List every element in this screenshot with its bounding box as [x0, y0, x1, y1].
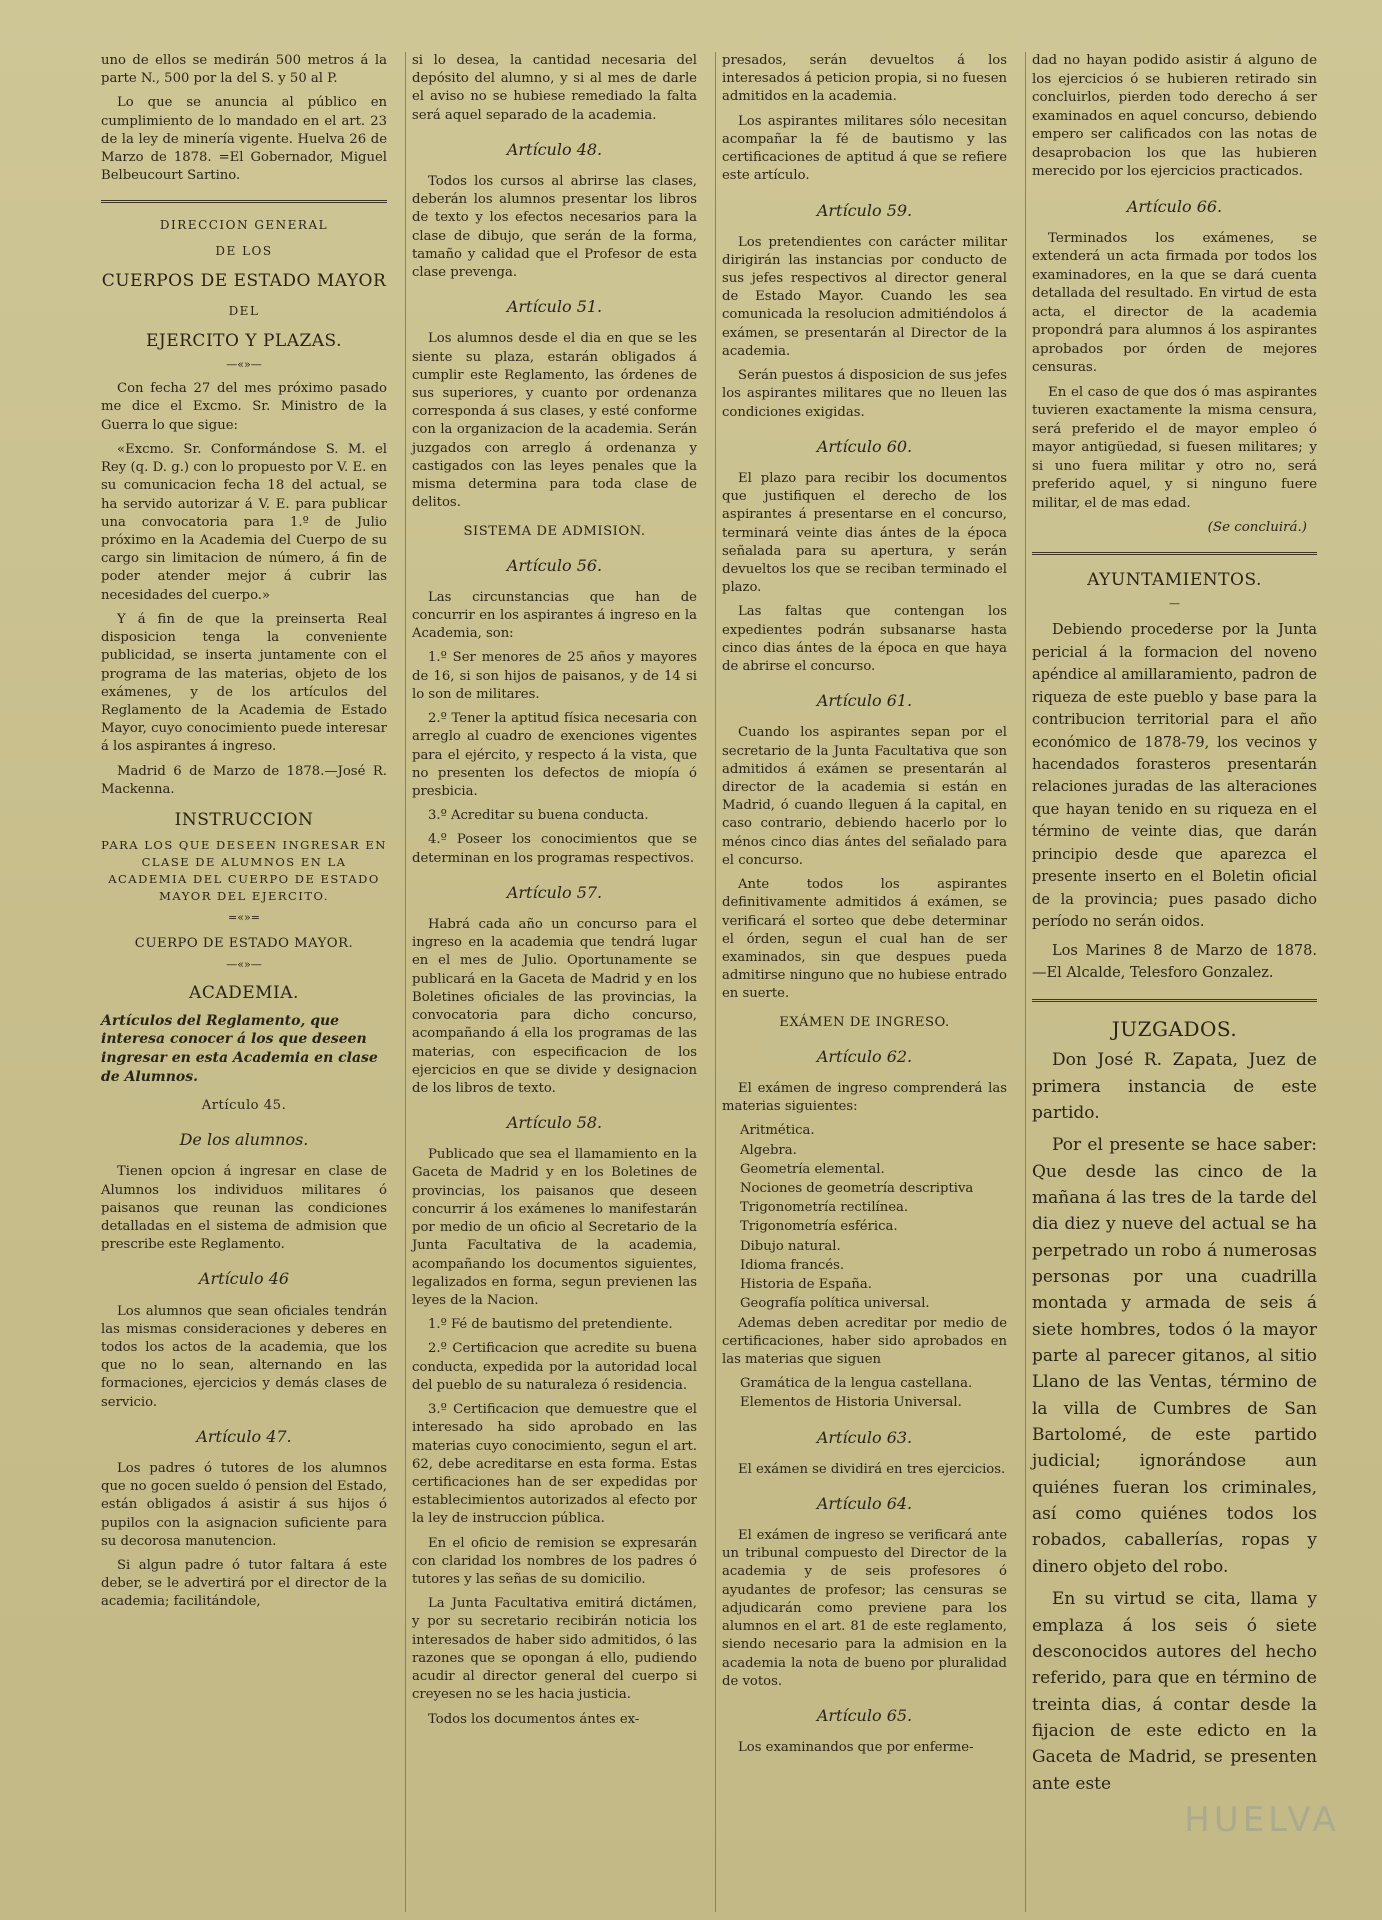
ornament: =«»= — [228, 910, 260, 924]
paragraph: Los alumnos que sean oficiales tendrán las mismas consideraciones y deberes en todos los actos de la academia, que los que no lo sean, alternando en las formaciones, ejercicios y demás clases de servicio. — [101, 1303, 387, 1410]
paragraph: Ante todos los aspirantes definitivamente admitidos á exámen, se verificará el sorteo que debe determinar el órden, segun el cual han de ser examinados, sin que despues pueda admitirse ninguno que no hubiese entrado en suerte. — [722, 877, 1007, 1002]
paragraph: Los Marines 8 de Marzo de 1878. —El Alcalde, Telesforo Gonzalez. — [1032, 942, 1317, 982]
column-1 — [95, 52, 393, 1912]
divider — [1032, 999, 1317, 1002]
continuation-note: (Se concluirá.) — [1207, 520, 1307, 536]
paragraph: En el oficio de remision se expresarán con claridad los nombres de los padres ó tutores y las señas de su domicilio. — [412, 1535, 697, 1588]
section-heading: CUERPOS DE ESTADO MAYOR — [101, 270, 387, 291]
paragraph: Los examinandos que por enferme- — [738, 1740, 974, 1756]
section-heading: INSTRUCCION — [174, 810, 314, 831]
section-heading: CUERPO DE ESTADO MAYOR. — [134, 935, 354, 951]
article-heading: Artículo 66. — [1126, 196, 1223, 216]
paragraph: Madrid 6 de Marzo de 1878.—José R. Mackenna. — [101, 763, 387, 797]
article-heading: Artículo 51. — [506, 297, 603, 317]
article-heading: Artículo 47. — [196, 1426, 292, 1446]
list-item: 2.º Tener la aptitud física necesaria con arreglo al cuadro de exenciones vigentes para el ejército, y respecto á la vista, que no presenten los defectos de miopía ó presbicia. — [412, 711, 697, 800]
list-item: 2.º Certificacion que acredite su buena conducta, expedida por la autoridad local del pueblo de su naturaleza ó residencia. — [412, 1341, 697, 1393]
section-heading: EXÁMEN DE INGRESO. — [779, 1014, 950, 1030]
paragraph: si lo desea, la cantidad necesaria del depósito del alumno, y si al mes de darle el aviso no se hubiese remediado la falta será aquel separado de la academia. — [412, 53, 697, 123]
paragraph: La Junta Facultativa emitirá dictámen, y por su secretario recibirán noticia los interesados de haber sido admitidos, ó las razones que se opongan á ello, pudiendo acudir al director general del cuerpo si creyesen no se les hacia justicia. — [412, 1596, 697, 1703]
article-heading: Artículo 57. — [506, 882, 603, 902]
list-item: Gramática de la lengua castellana. — [740, 1376, 973, 1392]
section-heading: DEL — [228, 304, 260, 319]
article-heading: Artículo 59. — [816, 200, 913, 220]
section-subheading: PARA LOS QUE DESEEN INGRESAR EN CLASE DE ALUMNOS EN LA ACADEMIA DEL CUERPO DE ESTADO MAYOR DEL EJERCITO. — [101, 837, 387, 904]
paragraph: Todos los cursos al abrirse las clases, deberán los alumnos presentar los libros de texto y los efectos necesarios para la clase de dibujo, que serán de la forma, tamaño y calidad que el Profesor de esta clase prevenga. — [412, 173, 697, 281]
list-item: Geometría elemental. — [740, 1161, 885, 1177]
section-heading: JUZGADOS. — [1111, 1016, 1238, 1041]
list-item: Aritmética. — [740, 1123, 815, 1139]
article-heading: Artículo 65. — [816, 1706, 913, 1725]
ornament: — — [1169, 597, 1180, 611]
section-heading: EJERCITO Y PLAZAS. — [146, 330, 342, 351]
paragraph: uno de ellos se medirán 500 metros á la parte N., 500 por la del S. y 50 al P. — [101, 53, 387, 87]
list-item: Trigonometría esférica. — [740, 1219, 898, 1235]
italic-title: Artículos del Reglamento, que interesa conocer á los que deseen ingresar en esta Academia en clase de Alumnos. — [101, 1012, 378, 1086]
column-3 — [715, 52, 1013, 1912]
ornament: —«»— — [226, 957, 262, 971]
paragraph: El exámen de ingreso comprenderá las materias siguientes: — [722, 1080, 1007, 1115]
section-heading: SISTEMA DE ADMISION. — [463, 523, 646, 539]
subject-list — [722, 1122, 1007, 1313]
article-heading: Artículo 58. — [506, 1113, 603, 1133]
paragraph: dad no hayan podido asistir á alguno de los ejercicios ó se hubieren retirado sin concluirlos, pierden todo derecho á ser examinados en aquel concurso, debiendo empero ser calificados con las notas de desaprobacion los que las hubieren merecido por los ejercicios practicados. — [1032, 53, 1317, 179]
list-item: Nociones de geometría descriptiva — [740, 1181, 974, 1197]
paragraph: Publicado que sea el llamamiento en la Gaceta de Madrid y en los Boletines de provincias, los paisanos que deseen concurrir á los exámenes lo manifestarán por medio de un oficio al Secretario de la Junta Facultativa de la academia, acompañando los documentos siguientes, legalizados en forma, segun previenen las leyes de la Nacion. — [412, 1147, 697, 1308]
list-item: 3.º Certificacion que demuestre que el interesado ha sido aprobado en las materias cuyo conocimiento, segun el art. 62, debe acreditarse en esta forma. Estas certificaciones han de ser expedidas por establecimientos autorizados al efecto por la ley de instruccion pública. — [412, 1402, 697, 1527]
article-heading: De los alumnos. — [179, 1130, 309, 1150]
article-heading: Artículo 45. — [201, 1098, 287, 1114]
ayuntamientos-notice — [1032, 619, 1317, 985]
paragraph: Con fecha 27 del mes próximo pasado me dice el Excmo. Sr. Ministro de la Guerra lo que sigue: — [101, 381, 387, 433]
list-item: Idioma francés. — [740, 1257, 845, 1273]
list-item: Trigonometría rectilínea. — [740, 1200, 909, 1216]
paragraph: El exámen de ingreso se verificará ante un tribunal compuesto del Director de la academia y de seis profesores ó ayudantes de profesor; las censuras se adjudicarán como previene para los alumnos en el art. 81 de este reglamento, siendo necesario para la admision en la academia la nota de bueno por pluralidad de votos. — [722, 1528, 1007, 1689]
article-heading: Artículo 64. — [816, 1493, 913, 1513]
ornament: —«»— — [226, 358, 262, 372]
divider — [1032, 552, 1317, 555]
list-item: Algebra. — [740, 1142, 797, 1158]
article-heading: Artículo 56. — [506, 555, 603, 575]
paragraph: Tienen opcion á ingresar en clase de Alumnos los individuos militares ó paisanos que reunan las condiciones detalladas en el sistema de admision que prescribe este Reglamento. — [101, 1164, 387, 1253]
list-item: Geografía política universal. — [740, 1296, 930, 1312]
paragraph: Todos los documentos ántes ex- — [428, 1711, 640, 1727]
column-2 — [405, 52, 703, 1912]
section-heading: AYUNTAMIENTOS. — [1087, 569, 1262, 590]
article-heading: Artículo 60. — [816, 436, 913, 456]
paragraph: Habrá cada año un concurso para el ingreso en la academia que tendrá lugar en el mes de Julio. Oportunamente se publicará en la Gaceta de Madrid y en los Boletines oficiales de las provincias, la convocatoria para dicho concurso, acompañando á ella los programas de las materias, con especificacion de los ejercicios en que se divide y designacion de los libros de texto. — [412, 916, 697, 1096]
list-item: Elementos de Historia Universal. — [740, 1395, 962, 1411]
section-heading: DIRECCION GENERAL — [159, 217, 329, 232]
list-item: Dibujo natural. — [740, 1238, 841, 1254]
article-heading: Artículo 46 — [198, 1269, 290, 1289]
paragraph: Los padres ó tutores de los alumnos que no gocen sueldo ó pension del Estado, están obligados á asistir á sus hijos ó pupilos con la asignacion suficiente para su decorosa manutencion. — [101, 1460, 387, 1549]
paragraph: Cuando los aspirantes sepan por el secretario de la Junta Facultativa que son admitidos á exámen se presentarán al director de la academia si están en Madrid, ó cuando lleguen á la capital, en caso contrario, debiendo hacerlo por lo ménos cinco dias ántes del señalado para el concurso. — [722, 725, 1007, 868]
column-4 — [1025, 52, 1323, 1912]
paragraph: El exámen se dividirá en tres ejercicios. — [738, 1461, 1006, 1477]
paragraph: El plazo para recibir los documentos que justifiquen el derecho de los aspirantes á presentarse en el concurso, terminará veinte dias ántes de la época señalada para su apertura, y serán devueltos los que se reciban terminado el plazo. — [722, 470, 1007, 596]
paragraph: «Excmo. Sr. Conformándose S. M. el Rey (q. D. g.) con lo propuesto por V. E. en su comunicacion fecha 18 del actual, se ha servido autorizar á V. E. para publicar una convocatoria para 1.º de Julio próximo en la Academia del Cuerpo de su cargo sin limitacion de número, á fin de poder atender mejor á cubrir las necesidades del cuerpo.» — [101, 441, 387, 603]
paragraph: Las circunstancias que han de concurrir en los aspirantes á ingreso en la Academia, son: — [412, 589, 697, 642]
paragraph: Si algun padre ó tutor faltara á este deber, se le advertirá por el director de la academia; facilitándole, — [101, 1558, 387, 1610]
paragraph: Terminados los exámenes, se extenderá un acta firmada por todos los examinadores, en la que se dará cuenta detallada del resultado. En virtud de esta acta, el director de la academia propondrá para alumnos á los aspirantes aprobados por órden de mejores censuras. — [1032, 230, 1317, 376]
library-stamp: HUELVA — [1184, 1800, 1340, 1840]
list-item: 3.º Acreditar su buena conducta. — [428, 808, 649, 824]
list-item: 1.º Ser menores de 25 años y mayores de 16, si son hijos de paisanos, y de 14 si lo son de militares. — [412, 650, 697, 702]
article-heading: Artículo 48. — [506, 139, 603, 159]
paragraph: Los pretendientes con carácter militar dirigirán las instancias por conducto de sus jefes respectivos al director general de Estado Mayor. Cuando les sea comunicada la resolucion admitiéndolos á exámen, se presentarán al Director de la academia. — [722, 234, 1007, 359]
paragraph: En el caso de que dos ó mas aspirantes tuvieren exactamente la misma censura, será preferido el de mayor empleo ó mayor antigüedad, si fuesen militares; y si uno fuera militar y otro no, será preferido aquel, y si ninguno fuere militar, el de mas edad. — [1032, 384, 1317, 511]
paragraph: Ademas deben acreditar por medio de certificaciones, haber sido aprobados en las materias que siguen — [722, 1315, 1007, 1367]
paragraph: En su virtud se cita, llama y emplaza á los seis ó siete desconocidos autores del hecho referido, para que en término de treinta dias, á contar desde la fijacion de este edicto en la Gaceta de Madrid, se presenten ante este — [1032, 1589, 1317, 1794]
list-item: 1.º Fé de bautismo del pretendiente. — [428, 1317, 673, 1333]
paragraph: Por el presente se hace saber: Que desde las cinco de la mañana á las tres de la tarde del dia diez y nueve del actual se ha perpetrado un robo á numerosas personas por una cuadrilla montada y armada de seis á siete hombres, todos ó la mayor parte al parecer gitanos, al sitio Llano de las Ventas, término de la villa de Cumbres de San Bartolomé, de este partido judicial; ignorándose aun quiénes fueran los criminales, así como quiénes todos los robados, caballerías, ropas y dinero objeto del robo. — [1032, 1135, 1317, 1577]
paragraph: Las faltas que contengan los expedientes podrán subsanarse hasta cinco dias ántes de la época en que haya de abrirse el concurso. — [722, 604, 1007, 675]
paragraph: Los aspirantes militares sólo necesitan acompañar la fé de bautismo y las certificaciones de aptitud á que se refiere este artículo. — [722, 113, 1007, 184]
article-heading: Artículo 63. — [816, 1427, 913, 1447]
divider — [101, 200, 387, 203]
list-item: Historia de España. — [740, 1277, 872, 1293]
article-heading: Artículo 62. — [816, 1046, 913, 1066]
juzgados-notice — [1032, 1047, 1317, 1797]
paragraph: Don José R. Zapata, Juez de primera instancia de este partido. — [1032, 1050, 1317, 1123]
section-heading: DE LOS — [215, 244, 273, 259]
paragraph: Los alumnos desde el dia en que se les siente su plaza, estarán obligados á cumplir este Reglamento, las órdenes de sus superiores, y cuanto por ordenanza corresponda á sus clases, y esté conforme con la organizacion de la academia. Serán juzgados con arreglo á ordenanza y castigados con las leyes penales que la misma determina para toda clase de delitos. — [412, 331, 697, 511]
section-heading: ACADEMIA. — [189, 983, 299, 1004]
paragraph: presados, serán devueltos á los interesados á peticion propia, si no fuesen admitidos en la academia. — [722, 53, 1007, 105]
article-heading: Artículo 61. — [816, 691, 913, 711]
paragraph: Debiendo procederse por la Junta pericial á la formacion del noveno apéndice al amillaramiento, padron de riqueza de este pueblo y base para la contribucion territorial para el año económico de 1878-79, los vecinos y hacendados forasteros presentarán relaciones juradas de las alteraciones que hayan tenido en su riqueza en el término de veinte dias, que darán principio desde que aparezca el presente inserto en el Boletin oficial de la provincia; pues pasado dicho período no serán oidos. — [1032, 622, 1317, 931]
paragraph: Y á fin de que la preinserta Real disposicion tenga la conveniente publicidad, se inserta juntamente con el programa de las materias, objeto de los exámenes, y de los artículos del Reglamento de la Academia de Estado Mayor, cuyo conocimiento puede interesar á los aspirantes á ingreso. — [101, 611, 387, 755]
list-item: 4.º Poseer los conocimientos que se determinan en los programas respectivos. — [412, 832, 697, 866]
paragraph: Lo que se anuncia al público en cumplimiento de lo mandado en el art. 23 de la ley de minería vigente. Huelva 26 de Marzo de 1878. =El Gobernador, Miguel Belbeucourt Sartino. — [101, 95, 387, 184]
paragraph: Serán puestos á disposicion de sus jefes los aspirantes militares que no lleuen las condiciones exigidas. — [722, 368, 1007, 420]
